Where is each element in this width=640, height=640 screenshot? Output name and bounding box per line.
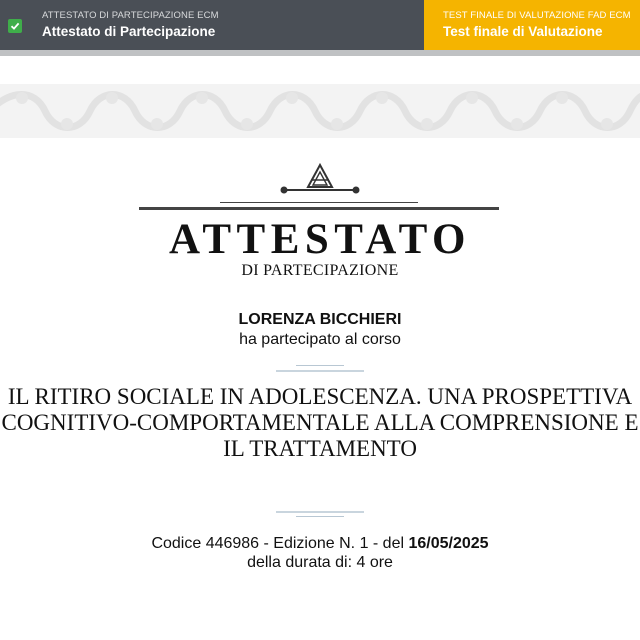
step-test-caption: TEST FINALE DI VALUTAZIONE FAD ECM bbox=[443, 10, 631, 21]
step-attestato[interactable] bbox=[0, 0, 424, 50]
step-bar bbox=[0, 0, 640, 50]
title-rule-thick bbox=[139, 207, 499, 210]
certificate-subtitle: DI PARTECIPAZIONE bbox=[241, 262, 399, 279]
participant-name: LORENZA BICCHIERI bbox=[238, 311, 402, 328]
progress-track bbox=[0, 50, 640, 56]
step-test-label: Test finale di Valutazione bbox=[443, 24, 603, 39]
step-attestato-caption: ATTESTATO DI PARTECIPAZIONE ECM bbox=[42, 10, 219, 21]
title-rule-thin bbox=[220, 202, 418, 203]
step-test-finale[interactable] bbox=[424, 0, 640, 50]
divider-top bbox=[296, 365, 344, 366]
participated-text: ha partecipato al corso bbox=[239, 331, 401, 348]
course-code-text: Codice 446986 - Edizione N. 1 - del bbox=[151, 535, 405, 552]
course-duration: della durata di: 4 ore bbox=[247, 554, 393, 571]
divider-top-bar bbox=[276, 370, 364, 372]
course-date: 16/05/2025 bbox=[408, 535, 489, 552]
certificate-title: ATTESTATO bbox=[168, 216, 472, 263]
check-icon bbox=[8, 19, 22, 33]
divider-bottom bbox=[296, 516, 344, 517]
course-title-line: IL RITIRO SOCIALE IN ADOLESCENZA. UNA PROSPETTIVA bbox=[7, 384, 633, 409]
course-title-line: IL TRATTAMENTO bbox=[223, 436, 417, 461]
course-code bbox=[0, 535, 640, 553]
divider-bottom-bar bbox=[276, 511, 364, 513]
step-attestato-label: Attestato di Partecipazione bbox=[42, 24, 216, 39]
course-title-line: COGNITIVO-COMPORTAMENTALE ALLA COMPRENSIONE E bbox=[1, 410, 639, 435]
emblem-icon bbox=[270, 160, 370, 200]
ornament-band bbox=[0, 84, 640, 138]
